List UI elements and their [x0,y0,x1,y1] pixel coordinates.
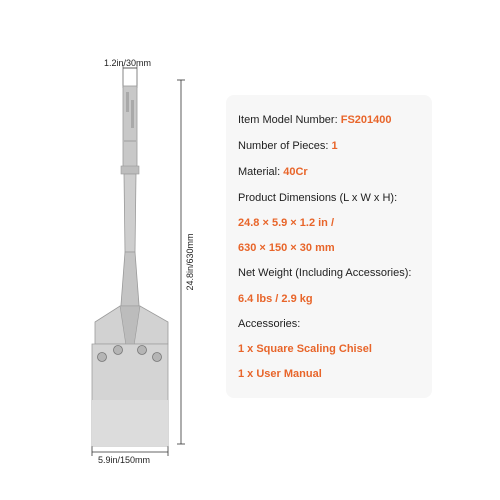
material-value: 40Cr [283,166,308,178]
accessories-label: Accessories: [238,318,301,330]
model-number-row [238,113,391,127]
dimensions-value-in: 24.8 × 5.9 × 1.2 in / [238,217,335,229]
chisel-shank [120,86,140,318]
weight-label: Net Weight (Including Accessories): [238,267,412,279]
top-width-label: 1.2in/30mm [104,58,152,68]
height-dimension [177,80,185,444]
spec-card [226,95,432,398]
model-number-value: FS201400 [340,114,392,126]
accessory-item: 1 x User Manual [238,368,322,380]
bottom-width-label: 5.9in/150mm [98,455,151,465]
chisel-blade [92,306,168,446]
material-label: Material: [238,166,281,178]
pieces-label: Number of Pieces: [238,140,329,152]
pieces-row [238,139,338,153]
accessory-item: 1 x Square Scaling Chisel [238,343,372,355]
material-row [238,165,308,179]
dimensions-value-mm: 630 × 150 × 30 mm [238,242,335,254]
dimensions-label: Product Dimensions (L x W x H): [238,192,398,204]
height-label: 24.8in/630mm [185,233,195,291]
top-width-dimension [123,65,137,88]
pieces-value: 1 [331,140,338,152]
weight-value: 6.4 lbs / 2.9 kg [238,293,313,305]
chisel-illustration [0,0,230,500]
model-number-label: Item Model Number: [238,114,338,126]
